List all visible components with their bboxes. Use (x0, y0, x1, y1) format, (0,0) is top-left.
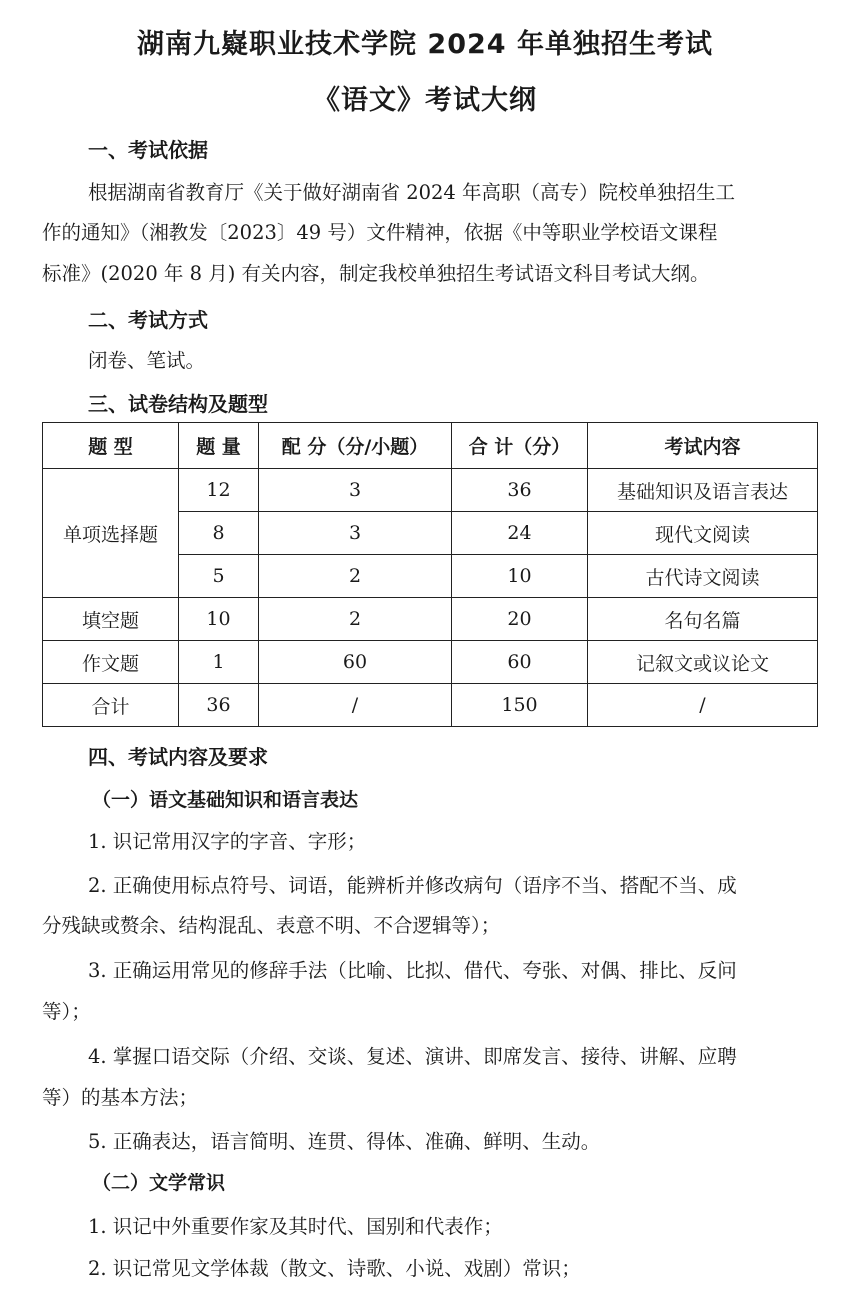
table-header-cell: 题 量 (179, 423, 259, 469)
document-subtitle: 《语文》考试大纲 (313, 85, 537, 116)
paragraph-line: 标准》(2020 年 8 月) 有关内容，制定我校单独招生考试语文科目考试大纲。 (42, 262, 710, 285)
table-cell: 150 (452, 684, 588, 727)
table-cell: / (259, 684, 452, 727)
list-item: 3. 正确运用常见的修辞手法（比喻、比拟、借代、夸张、对偶、排比、反问 (88, 959, 737, 982)
document-title: 湖南九嶷职业技术学院 2024 年单独招生考试 (137, 29, 713, 60)
section-heading-content: 四、考试内容及要求 (88, 745, 268, 769)
table-cell-type: 作文题 (43, 641, 179, 684)
table-cell: 1 (179, 641, 259, 684)
list-item: 1. 识记常用汉字的字音、字形； (88, 830, 367, 853)
table-cell: 现代文阅读 (588, 512, 818, 555)
table-cell: 2 (259, 555, 452, 598)
paragraph-line: 作的通知》（湘教发〔2023〕49 号）文件精神，依据《中等职业学校语文课程 (42, 221, 718, 244)
table-row (43, 641, 818, 684)
table-row-total (43, 684, 818, 727)
section-heading-method: 二、考试方式 (88, 308, 208, 332)
paragraph-line: 根据湖南省教育厅《关于做好湖南省 2024 年高职（高专）院校单独招生工 (88, 181, 736, 204)
table-row (43, 598, 818, 641)
subsection-heading-language: （一）语文基础知识和语言表达 (92, 789, 359, 811)
table-cell: / (588, 684, 818, 727)
table-header-cell: 配 分（分/小题） (259, 423, 452, 469)
list-item: 2. 识记常见文学体裁（散文、诗歌、小说、戏剧）常识； (88, 1257, 581, 1280)
table-cell: 古代诗文阅读 (588, 555, 818, 598)
table-header-cell: 考试内容 (588, 423, 818, 469)
list-item: 1. 识记中外重要作家及其时代、国别和代表作； (88, 1215, 503, 1238)
table-cell: 24 (452, 512, 588, 555)
table-cell-type: 单项选择题 (43, 469, 179, 598)
list-item-continued: 等）的基本方法； (42, 1086, 199, 1109)
table-row (43, 469, 818, 512)
table-cell: 名句名篇 (588, 598, 818, 641)
table-cell: 20 (452, 598, 588, 641)
table-cell: 10 (452, 555, 588, 598)
subsection-heading-literature: （二）文学常识 (92, 1172, 226, 1194)
table-header-row (43, 423, 818, 469)
table-cell: 10 (179, 598, 259, 641)
list-item: 4. 掌握口语交际（介绍、交谈、复述、演讲、即席发言、接待、讲解、应聘 (88, 1045, 737, 1068)
section-heading-structure: 三、试卷结构及题型 (88, 392, 268, 416)
table-cell: 3 (259, 512, 452, 555)
exam-structure-table (42, 422, 818, 727)
table-cell: 36 (179, 684, 259, 727)
table-cell: 60 (259, 641, 452, 684)
list-item: 5. 正确表达，语言简明、连贯、得体、准确、鲜明、生动。 (88, 1130, 601, 1153)
table-cell: 记叙文或议论文 (588, 641, 818, 684)
section-heading-basis: 一、考试依据 (88, 138, 208, 162)
table-cell: 60 (452, 641, 588, 684)
table-header-cell: 合 计（分） (452, 423, 588, 469)
table-cell-type: 合计 (43, 684, 179, 727)
table-cell: 2 (259, 598, 452, 641)
table-cell: 12 (179, 469, 259, 512)
table-cell: 8 (179, 512, 259, 555)
paragraph-line: 闭卷、笔试。 (88, 349, 206, 372)
table-header-cell: 题 型 (43, 423, 179, 469)
table-cell: 36 (452, 469, 588, 512)
table-cell: 5 (179, 555, 259, 598)
list-item-continued: 等）； (42, 1000, 91, 1023)
table-cell-type: 填空题 (43, 598, 179, 641)
list-item: 2. 正确使用标点符号、词语，能辨析并修改病句（语序不当、搭配不当、成 (88, 874, 737, 897)
table-cell: 3 (259, 469, 452, 512)
table-cell: 基础知识及语言表达 (588, 469, 818, 512)
list-item-continued: 分残缺或赘余、结构混乱、表意不明、不合逻辑等）； (42, 914, 501, 937)
